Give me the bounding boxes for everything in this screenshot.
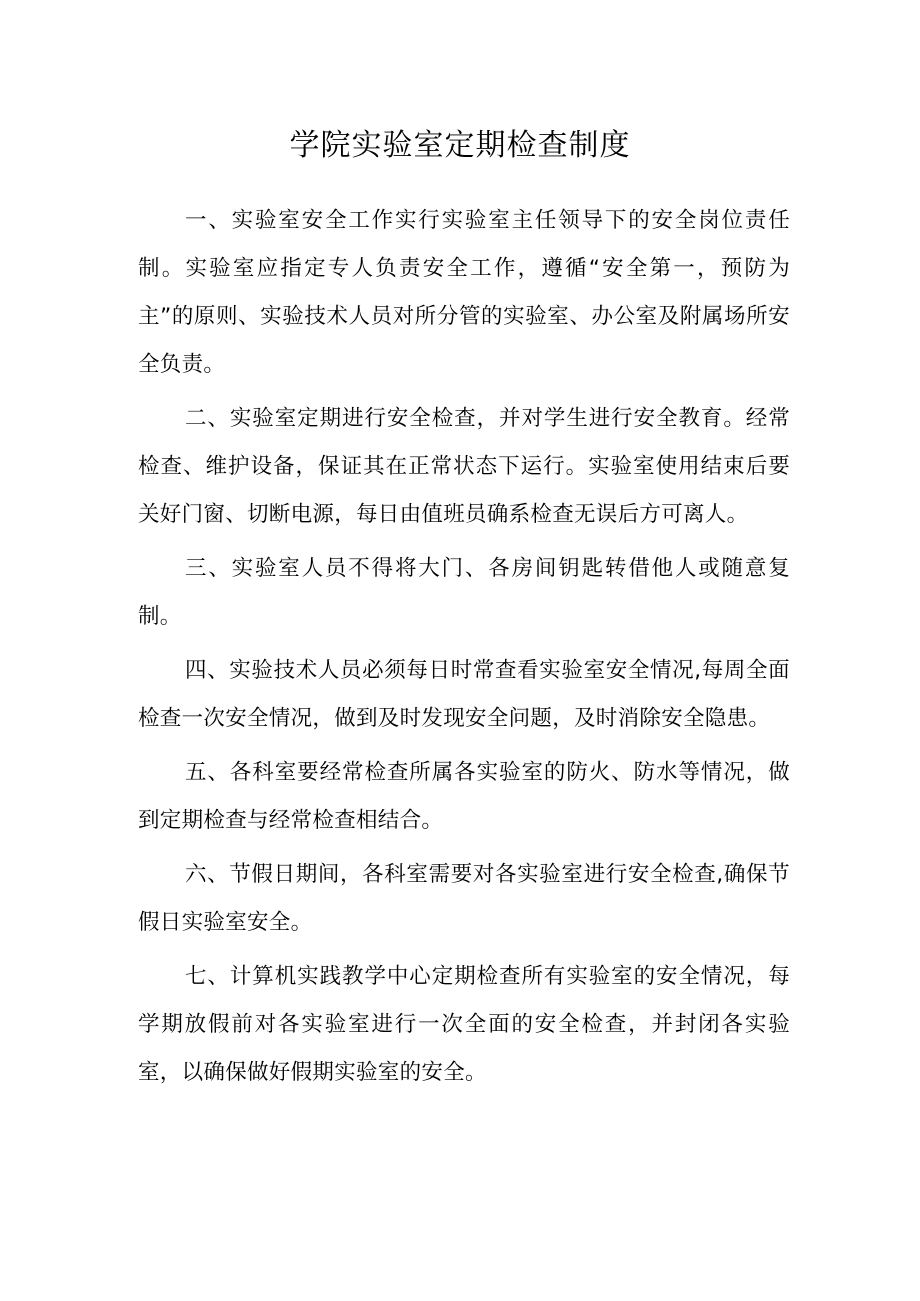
clause-1: 一、实验室安全工作实行实验室主任领导下的安全岗位责任制。实验室应指定专人负责安全工作，遵循“安全第一，预防为主”的原则、实验技术人员对所分管的实验室、办公室及附属场所安全负责。 [138,208,790,377]
clause-2: 二、实验室定期进行安全检查，并对学生进行安全教育。经常检查、维护设备，保证其在正常状态下运行。实验室使用结束后要关好门窗、切断电源，每日由值班员确系检查无误后方可离人。 [138,406,790,527]
document-title: 学院实验室定期检查制度 [289,128,631,163]
clause-6: 六、节假日期间，各科室需要对各实验室进行安全检查,确保节假日实验室安全。 [138,862,790,935]
clause-7: 七、计算机实践教学中心定期检查所有实验室的安全情况，每学期放假前对各实验室进行一次全面的安全检查，并封闭各实验室，以确保做好假期实验室的安全。 [138,964,790,1085]
document-body [138,197,790,1103]
clause-4: 四、实验技术人员必须每日时常查看实验室安全情况,每周全面检查一次安全情况，做到及时发现安全问题，及时消除安全隐患。 [138,658,790,731]
clause-5: 五、各科室要经常检查所属各实验室的防火、防水等情况，做到定期检查与经常检查相结合。 [138,760,790,833]
clause-3: 三、实验室人员不得将大门、各房间钥匙转借他人或随意复制。 [138,556,790,629]
